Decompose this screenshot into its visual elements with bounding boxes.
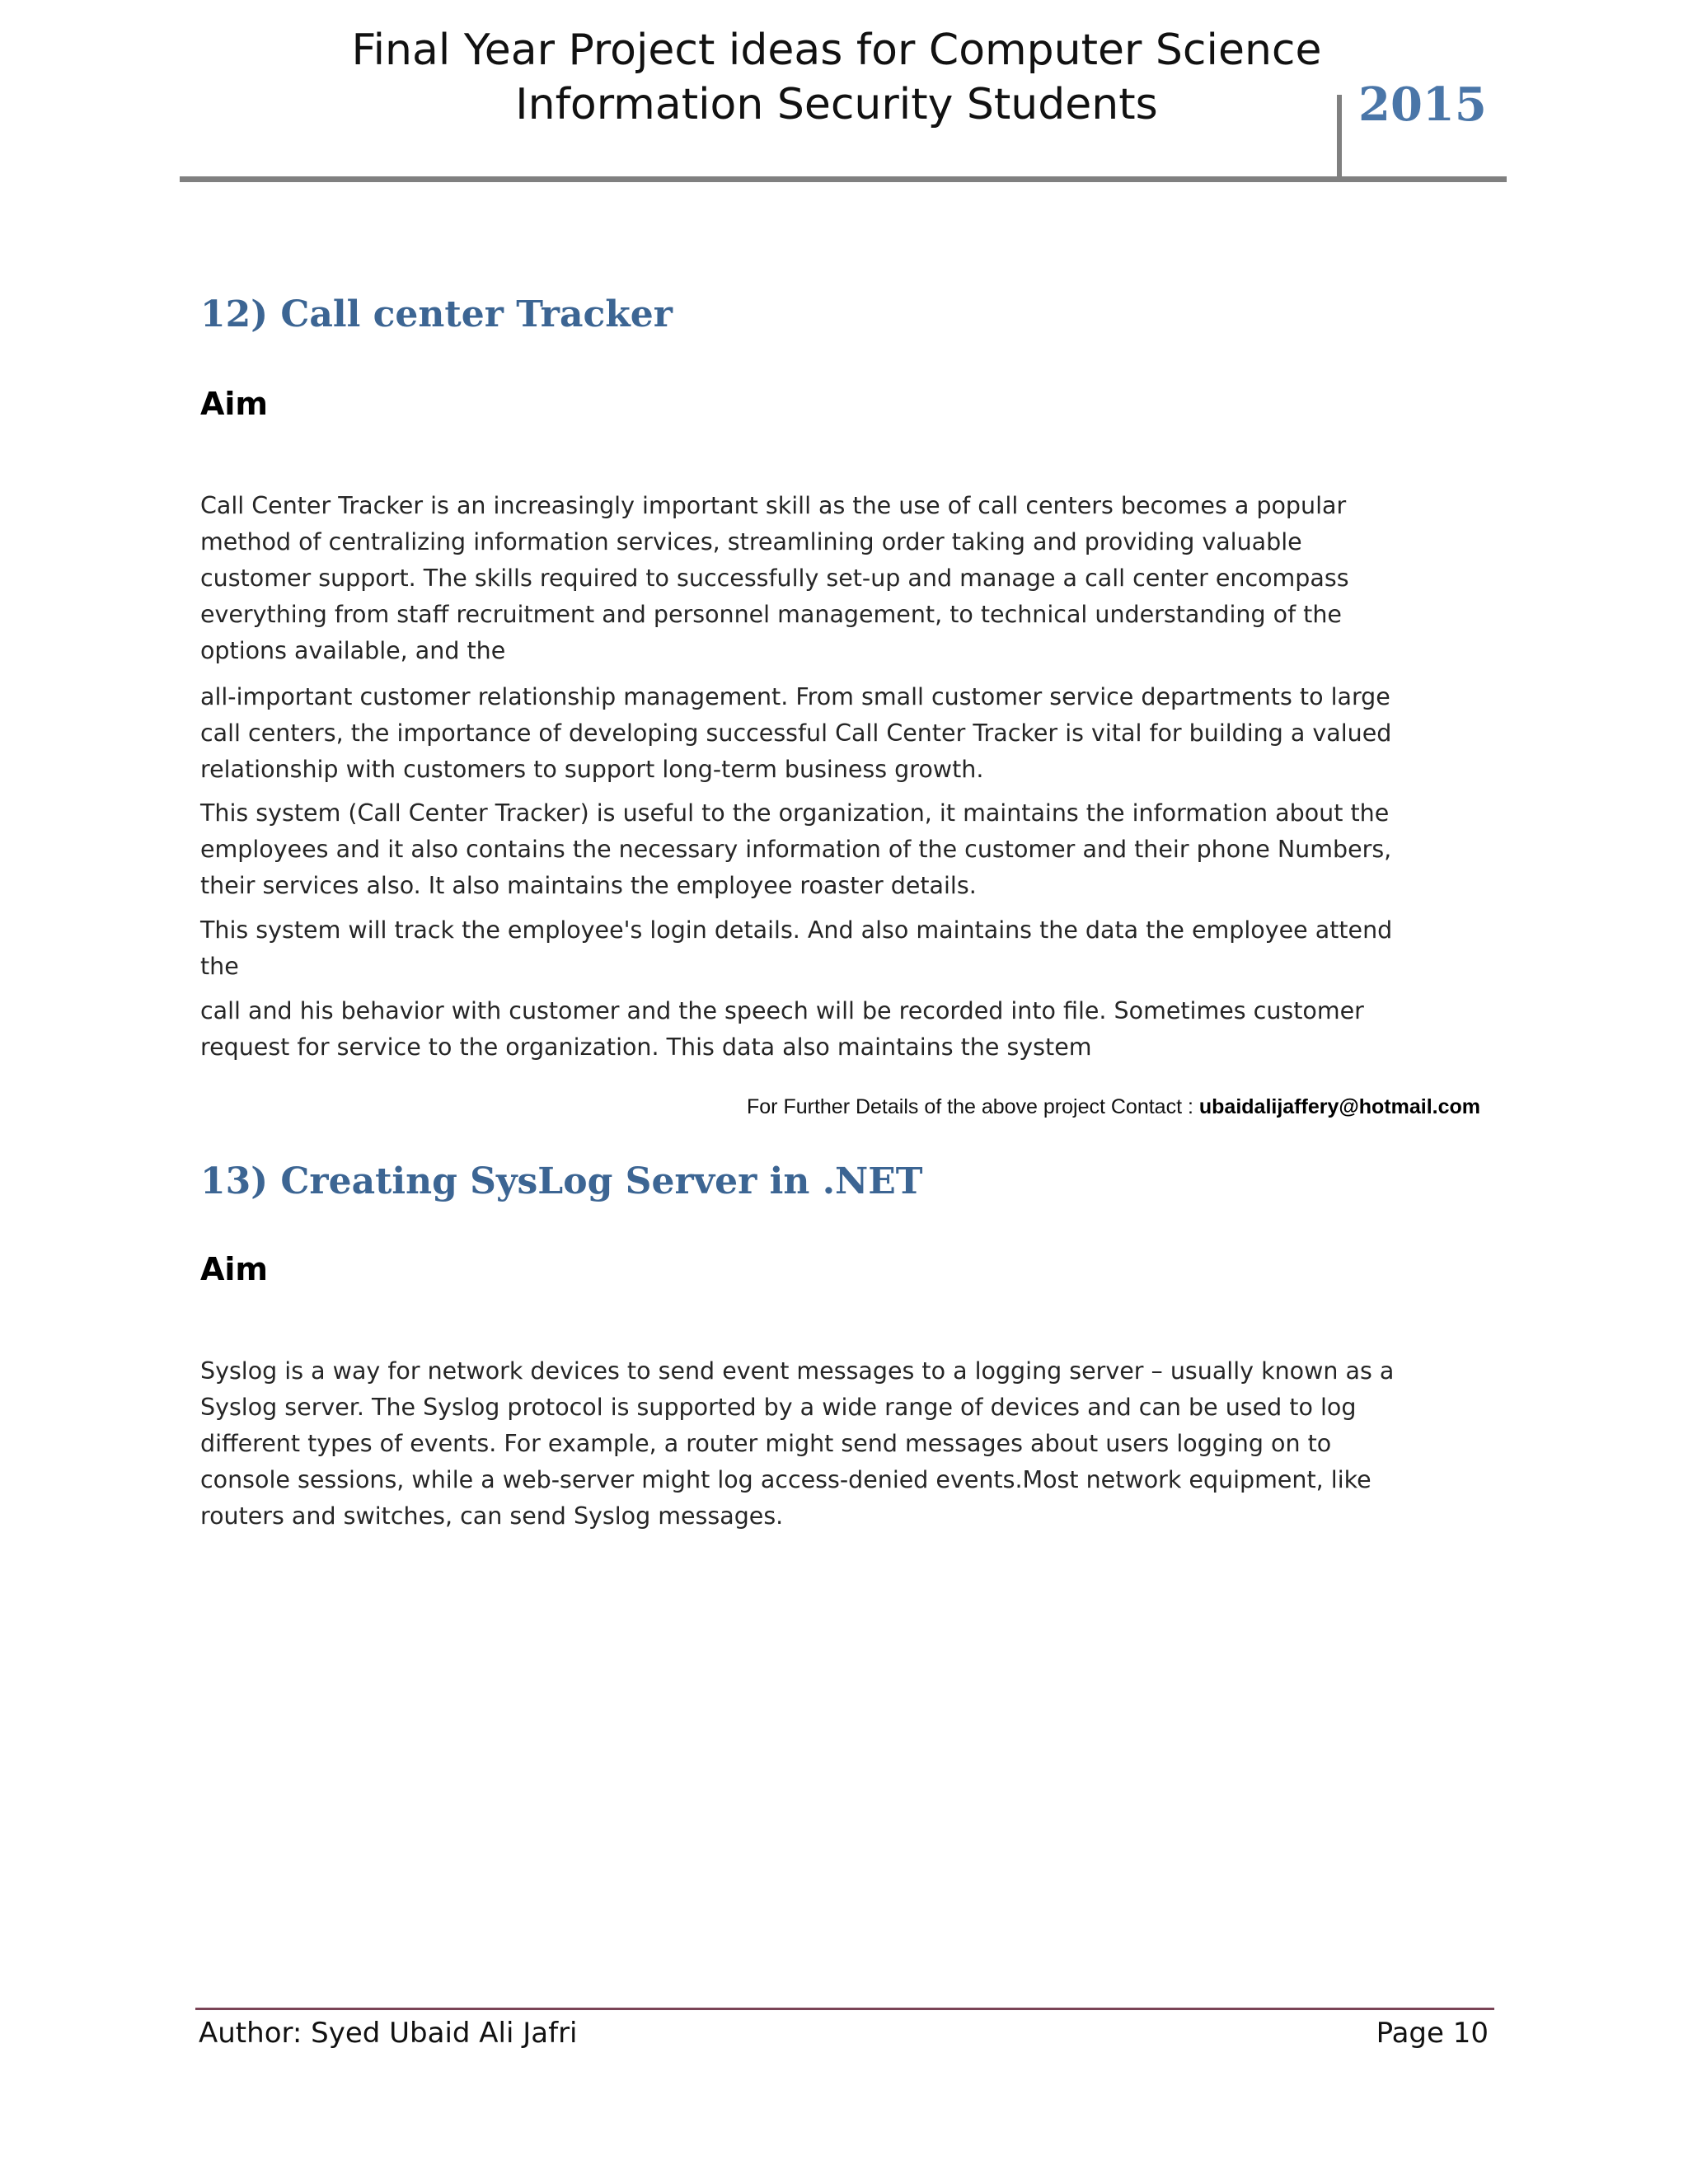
- footer-rule: [195, 2008, 1494, 2010]
- paragraph-line: routers and switches, can send Syslog messages.: [200, 1502, 784, 1530]
- paragraph-line: call centers, the importance of developing successful Call Center Tracker is vital for building a valued: [200, 719, 1392, 747]
- paragraph-line: Syslog is a way for network devices to send event messages to a logging server – usually known as a: [200, 1357, 1395, 1385]
- paragraph-line: This system (Call Center Tracker) is useful to the organization, it maintains the information about the: [200, 799, 1390, 827]
- paragraph-line: Call Center Tracker is an increasingly important skill as the use of call centers becomes a popular: [200, 492, 1347, 519]
- paragraph-line: everything from staff recruitment and personnel management, to technical understanding of the: [200, 601, 1342, 628]
- paragraph-line: This system will track the employee's login details. And also maintains the data the employee attend: [200, 916, 1393, 944]
- paragraph-line: relationship with customers to support long-term business growth.: [200, 756, 984, 783]
- paragraph: [200, 679, 1519, 788]
- aim-label: Aim: [200, 386, 269, 422]
- header-year-divider: [1337, 95, 1342, 179]
- paragraph: [200, 993, 1519, 1066]
- paragraph-line: employees and it also contains the necessary information of the customer and their phone Numbers,: [200, 836, 1392, 863]
- header-title-line-2: Information Security Students: [515, 80, 1158, 129]
- footer-author: Author: Syed Ubaid Ali Jafri: [199, 2017, 578, 2050]
- paragraph-line: their services also. It also maintains the employee roaster details.: [200, 872, 977, 899]
- contact-label: For Further Details of the above project Contact :: [747, 1095, 1199, 1118]
- document-header-title: [247, 23, 1426, 132]
- paragraph: [200, 912, 1519, 985]
- footer-page-number: Page 10: [1376, 2017, 1489, 2050]
- paragraph-line: request for service to the organization. This data also maintains the system: [200, 1033, 1092, 1061]
- paragraph: [200, 488, 1519, 669]
- section-heading-call-center-tracker: 12) Call center Tracker: [200, 293, 673, 335]
- header-title-line-1: Final Year Project ideas for Computer Science: [351, 26, 1322, 75]
- header-rule: [180, 176, 1507, 182]
- aim-label: Aim: [200, 1251, 269, 1287]
- paragraph-line: console sessions, while a web-server might log access-denied events.Most network equipment, like: [200, 1466, 1372, 1493]
- paragraph-line: the: [200, 953, 239, 980]
- paragraph-line: call and his behavior with customer and the speech will be recorded into file. Sometimes customer: [200, 997, 1364, 1024]
- paragraph-line: different types of events. For example, a router might send messages about users logging on to: [200, 1430, 1332, 1457]
- section-heading-syslog-server: 13) Creating SysLog Server in .NET: [200, 1160, 923, 1202]
- paragraph-line: Syslog server. The Syslog protocol is supported by a wide range of devices and can be used to log: [200, 1394, 1357, 1421]
- contact-line: [747, 1092, 1480, 1122]
- header-year: 2015: [1358, 77, 1487, 132]
- paragraph-line: options available, and the: [200, 637, 506, 664]
- paragraph: [200, 795, 1519, 904]
- paragraph: [200, 1353, 1519, 1535]
- contact-email-link[interactable]: ubaidalijaffery@hotmail.com: [1198, 1095, 1480, 1118]
- paragraph-line: all-important customer relationship management. From small customer service departments to large: [200, 683, 1390, 710]
- paragraph-line: method of centralizing information services, streamlining order taking and providing valuable: [200, 528, 1302, 555]
- paragraph-line: customer support. The skills required to successfully set-up and manage a call center encompass: [200, 565, 1349, 592]
